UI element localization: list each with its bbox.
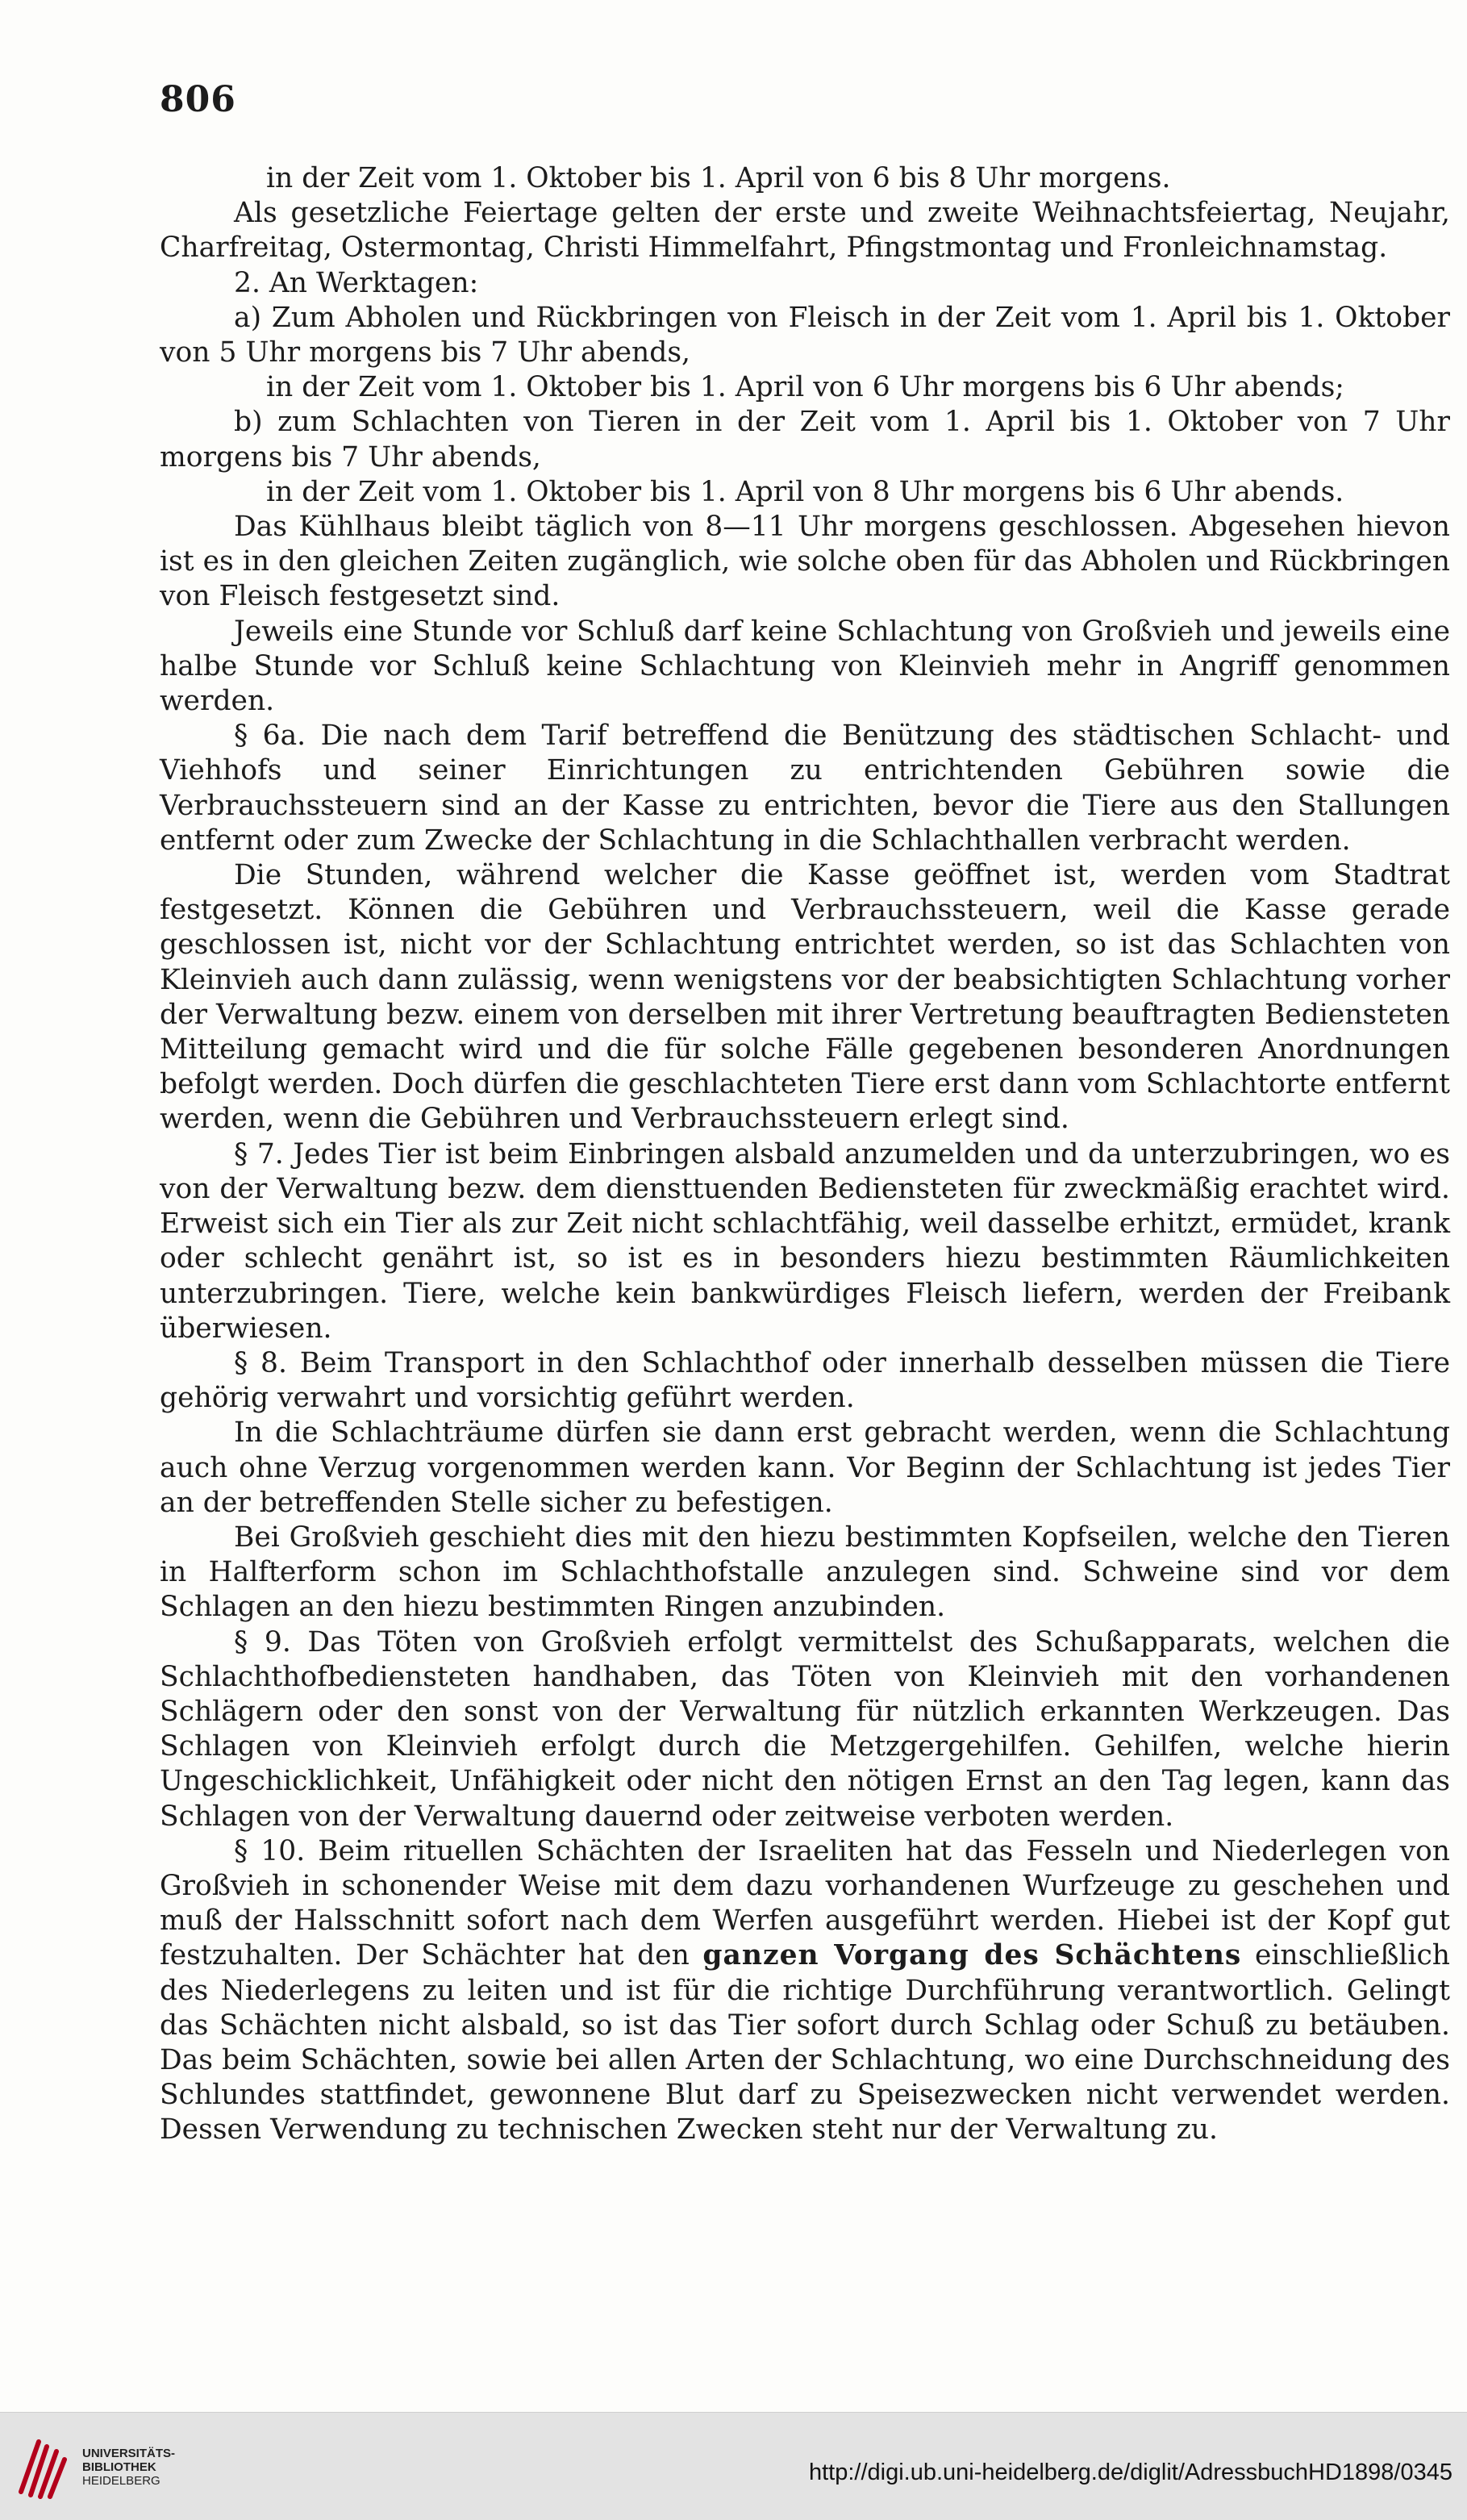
library-name-line1: UNIVERSITÄTS- [82,2447,176,2460]
paragraph: a) Zum Abholen und Rückbringen von Fleisch in der Zeit vom 1. April bis 1. Oktober von 5 Uhr morgens bis 7 Uhr abends, [160,301,1450,369]
footer-bar [0,2412,1467,2520]
paragraph: Als gesetzliche Feiertage gelten der erste und zweite Weihnachtsfeiertag, Neujahr, Charfreitag, Ostermontag, Christi Himmelfahrt, Pfingstmontag und Fronleichnamstag. [160,197,1450,265]
university-seal-icon [15,2435,71,2500]
library-name-line3: HEIDELBERG [82,2474,160,2488]
paragraph-section-10 [160,1834,1450,2148]
text-body [160,161,1450,2148]
paragraph: Die Stunden, während welcher die Kasse geöffnet ist, werden vom Stadtrat festgesetzt. Können die Gebühren und Verbrauchssteuern, weil die Kasse gerade geschlossen ist, nicht vor der Schlachtung entrichtet werden, so ist das Schlachten von Kleinvieh auch dann zulässig, wenn wenigstens vor der beabsichtigten Schlachtung vorher der Verwaltung bezw. einem von derselben mit ihrer Vertretung beauftragten Bediensteten Mitteilung gemacht wird und die für solche Fälle gegebenen besonderen Anordnungen befolgt werden. Doch dürfen die geschlachteten Tiere erst dann vom Schlachtorte entfernt werden, wenn die Gebühren und Verbrauchssteuern erlegt sind. [160,859,1450,1136]
paragraph: Jeweils eine Stunde vor Schluß darf keine Schlachtung von Großvieh und jeweils eine halbe Stunde vor Schluß keine Schlachtung von Kleinvieh mehr in Angriff genommen werden. [160,615,1450,718]
paragraph: in der Zeit vom 1. Oktober bis 1. April von 6 Uhr morgens bis 6 Uhr abends; [266,371,1344,404]
emphasized-text: ganzen Vorgang des Schächtens [702,1939,1242,1972]
source-url-link[interactable]: http://digi.ub.uni-heidelberg.de/diglit/AdressbuchHD1898/0345 [808,2460,1452,2485]
paragraph-section-7: § 7. Jedes Tier ist beim Einbringen alsbald anzumelden und da unterzubringen, wo es von der Verwaltung bezw. dem diensttuenden Bediensteten für zweckmäßig erachtet wird. Erweist sich ein Tier als zur Zeit nicht schlachtfähig, weil dasselbe erhitzt, ermüdet, krank oder schlecht genährt ist, so ist es in besonders hiezu bestimmten Räumlichkeiten unterzubringen. Tiere, welche kein bankwürdiges Fleisch liefern, werden der Freibank überwiesen. [160,1137,1450,1345]
library-logo[interactable] [15,2435,192,2500]
paragraph-section-9: § 9. Das Töten von Großvieh erfolgt vermittelst des Schußapparats, welchen die Schlachthofbediensteten handhaben, das Töten von Kleinvieh mit den vorhandenen Schlägern oder den sonst von der Verwaltung für nützlich erkannten Werkzeugen. Das Schlagen von Kleinvieh erfolgt durch die Metzgergehilfen. Gehilfen, welche hierin Ungeschicklichkeit, Unfähigkeit oder nicht den nötigen Ernst an den Tag legen, kann das Schlagen von der Verwaltung dauernd oder zeitweise verboten werden. [160,1625,1450,1833]
library-name [82,2447,175,2488]
paragraph: Bei Großvieh geschieht dies mit den hiezu bestimmten Kopfseilen, welche den Tieren in Halfterform schon im Schlachthofstalle anzulegen sind. Schweine sind vor dem Schlagen an den hiezu bestimmten Ringen anzubinden. [160,1521,1450,1624]
paragraph-text-after: einschließlich des Niederlegens zu leiten und ist für die richtige Durchführung verantwortlich. Gelingt das Schächten nicht alsbald, so ist das Tier sofort durch Schlag oder Schuß zu betäuben. Das beim Schächten, sowie bei allen Arten der Schlachtung, wo eine Durchschneidung des Schlundes stattfindet, gewonnene Blut darf zu Speisezwecken nicht verwendet werden. Dessen Verwendung zu technischen Zwecken steht nur der Verwaltung zu. [160,1939,1450,2147]
paragraph-section-6a: § 6a. Die nach dem Tarif betreffend die Benützung des städtischen Schlacht- und Viehhofs und seiner Einrichtungen zu entrichtenden Gebühren sowie die Verbrauchssteuern sind an der Kasse zu entrichten, bevor die Tiere aus den Stallungen entfernt oder zum Zwecke der Schlachtung in die Schlachthallen verbracht werden. [160,720,1450,857]
paragraph: in der Zeit vom 1. Oktober bis 1. April von 8 Uhr morgens bis 6 Uhr abends. [266,475,1344,508]
paragraph: in der Zeit vom 1. Oktober bis 1. April von 6 bis 8 Uhr morgens. [266,162,1171,194]
page-number: 806 [160,79,236,120]
paragraph-text-before: § 10. Beim rituellen Schächten der Israeliten hat das Fesseln und Niederlegen von Großvieh in schonender Weise mit dem dazu vorhandenen Wurfzeuge zu geschehen und muß der Halsschnitt sofort nach dem Werfen ausgeführt werden. Hiebei ist der Kopf gut festzuhalten. Der Schächter hat den [160,1834,1450,1972]
paragraph: 2. An Werktagen: [234,266,479,299]
library-name-line2: BIBLIOTHEK [82,2460,156,2474]
paragraph: In die Schlachträume dürfen sie dann erst gebracht werden, wenn die Schlachtung auch ohne Verzug vorgenommen werden kann. Vor Beginn der Schlachtung ist jedes Tier an der betreffenden Stelle sicher zu befestigen. [160,1416,1450,1519]
paragraph-section-8: § 8. Beim Transport in den Schlachthof oder innerhalb desselben müssen die Tiere gehörig verwahrt und vorsichtig geführt werden. [160,1346,1450,1415]
paragraph: b) zum Schlachten von Tieren in der Zeit vom 1. April bis 1. Oktober von 7 Uhr morgens bis 7 Uhr abends, [160,406,1450,474]
paragraph: Das Kühlhaus bleibt täglich von 8—11 Uhr morgens geschlossen. Abgesehen hievon ist es in den gleichen Zeiten zugänglich, wie solche oben für das Abholen und Rückbringen von Fleisch festgesetzt sind. [160,511,1450,613]
